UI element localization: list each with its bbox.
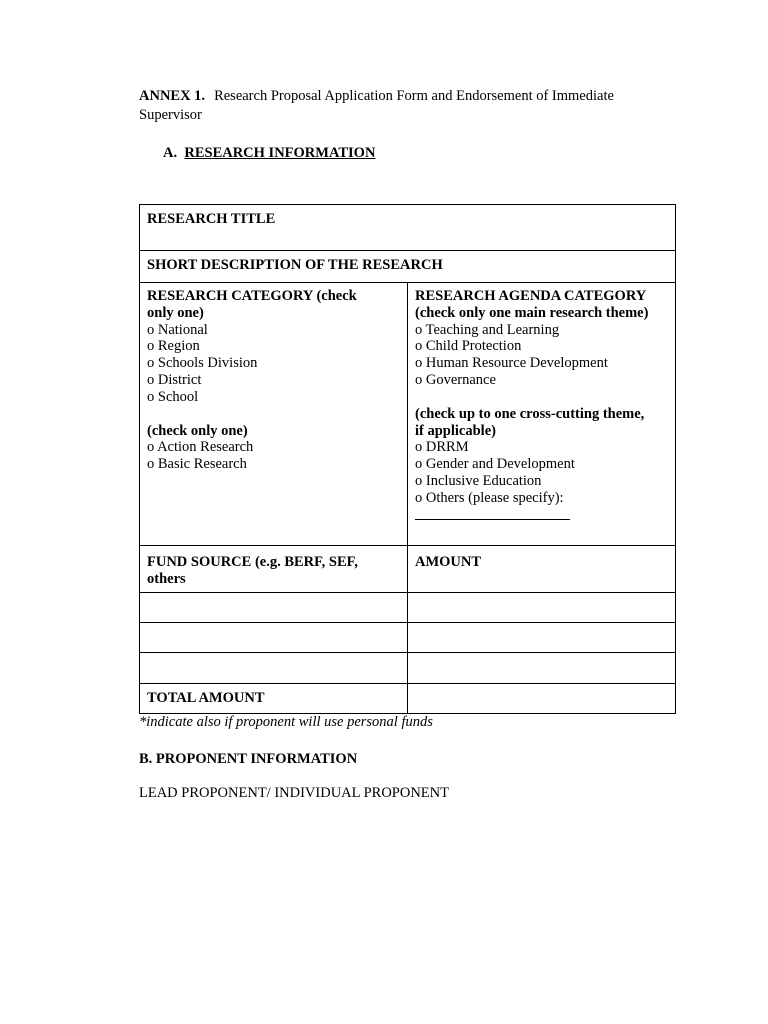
- total-amount-label: TOTAL AMOUNT: [147, 690, 265, 706]
- amount-header-cell: [407, 545, 676, 593]
- amount-label: AMOUNT: [415, 554, 482, 570]
- type-option-action-research[interactable]: o Action Research: [147, 439, 254, 456]
- agenda-category-cell: [407, 282, 676, 546]
- short-description-cell[interactable]: [139, 250, 676, 283]
- amount-input-2[interactable]: [407, 622, 676, 653]
- cross-cutting-heading-2: if applicable): [415, 422, 496, 439]
- category-option-region[interactable]: o Region: [147, 338, 200, 355]
- category-option-schools-division[interactable]: o Schools Division: [147, 355, 258, 372]
- section-a-letter: A.: [163, 145, 178, 161]
- annex-label: ANNEX 1.: [139, 88, 206, 104]
- agenda-option-teaching[interactable]: o Teaching and Learning: [415, 321, 560, 338]
- total-amount-input[interactable]: [407, 683, 676, 714]
- section-b-heading: B. PROPONENT INFORMATION: [139, 751, 358, 767]
- research-category-heading-1: RESEARCH CATEGORY (check: [147, 288, 357, 304]
- annex-title: Research Proposal Application Form and Endorsement of Immediate Supervisor: [139, 88, 614, 123]
- fund-source-label-2: others: [147, 570, 186, 587]
- section-a-heading: [163, 145, 375, 162]
- others-specify-line[interactable]: [415, 507, 648, 525]
- personal-funds-note: *indicate also if proponent will use personal funds: [139, 714, 433, 730]
- cross-option-inclusive[interactable]: o Inclusive Education: [415, 472, 542, 489]
- amount-input-1[interactable]: [407, 592, 676, 623]
- agenda-option-child-protection[interactable]: o Child Protection: [415, 338, 522, 355]
- short-description-label: SHORT DESCRIPTION OF THE RESEARCH: [147, 257, 443, 273]
- cross-option-others[interactable]: o Others (please specify):: [415, 489, 564, 506]
- type-option-basic-research[interactable]: o Basic Research: [147, 456, 247, 473]
- section-a-title: RESEARCH INFORMATION: [184, 145, 376, 161]
- amount-input-3[interactable]: [407, 652, 676, 684]
- fund-source-input-3[interactable]: [139, 652, 408, 684]
- cross-option-drrm[interactable]: o DRRM: [415, 439, 469, 456]
- agenda-heading: RESEARCH AGENDA CATEGORY: [415, 288, 647, 304]
- annex-heading: [139, 87, 679, 125]
- category-option-national[interactable]: o National: [147, 321, 208, 338]
- cross-option-gad[interactable]: o Gender and Development: [415, 456, 575, 473]
- fund-source-input-1[interactable]: [139, 592, 408, 623]
- cross-cutting-heading-1: (check up to one cross-cutting theme,: [415, 405, 645, 422]
- agenda-subheading: (check only one main research theme): [415, 304, 649, 321]
- category-option-school[interactable]: o School: [147, 388, 199, 405]
- research-category-cell: [139, 282, 408, 546]
- total-amount-label-cell: [139, 683, 408, 714]
- fund-source-input-2[interactable]: [139, 622, 408, 653]
- research-title-label: RESEARCH TITLE: [147, 211, 276, 227]
- category-option-district[interactable]: o District: [147, 371, 202, 388]
- fund-source-header-cell: [139, 545, 408, 593]
- agenda-option-governance[interactable]: o Governance: [415, 371, 496, 388]
- lead-proponent-label: LEAD PROPONENT/ INDIVIDUAL PROPONENT: [139, 785, 449, 801]
- research-title-cell[interactable]: [139, 204, 676, 251]
- fund-source-label-1: FUND SOURCE (e.g. BERF, SEF,: [147, 554, 358, 570]
- agenda-option-hrd[interactable]: o Human Resource Development: [415, 355, 608, 372]
- research-type-heading: (check only one): [147, 422, 248, 439]
- research-category-heading-2: only one): [147, 304, 204, 321]
